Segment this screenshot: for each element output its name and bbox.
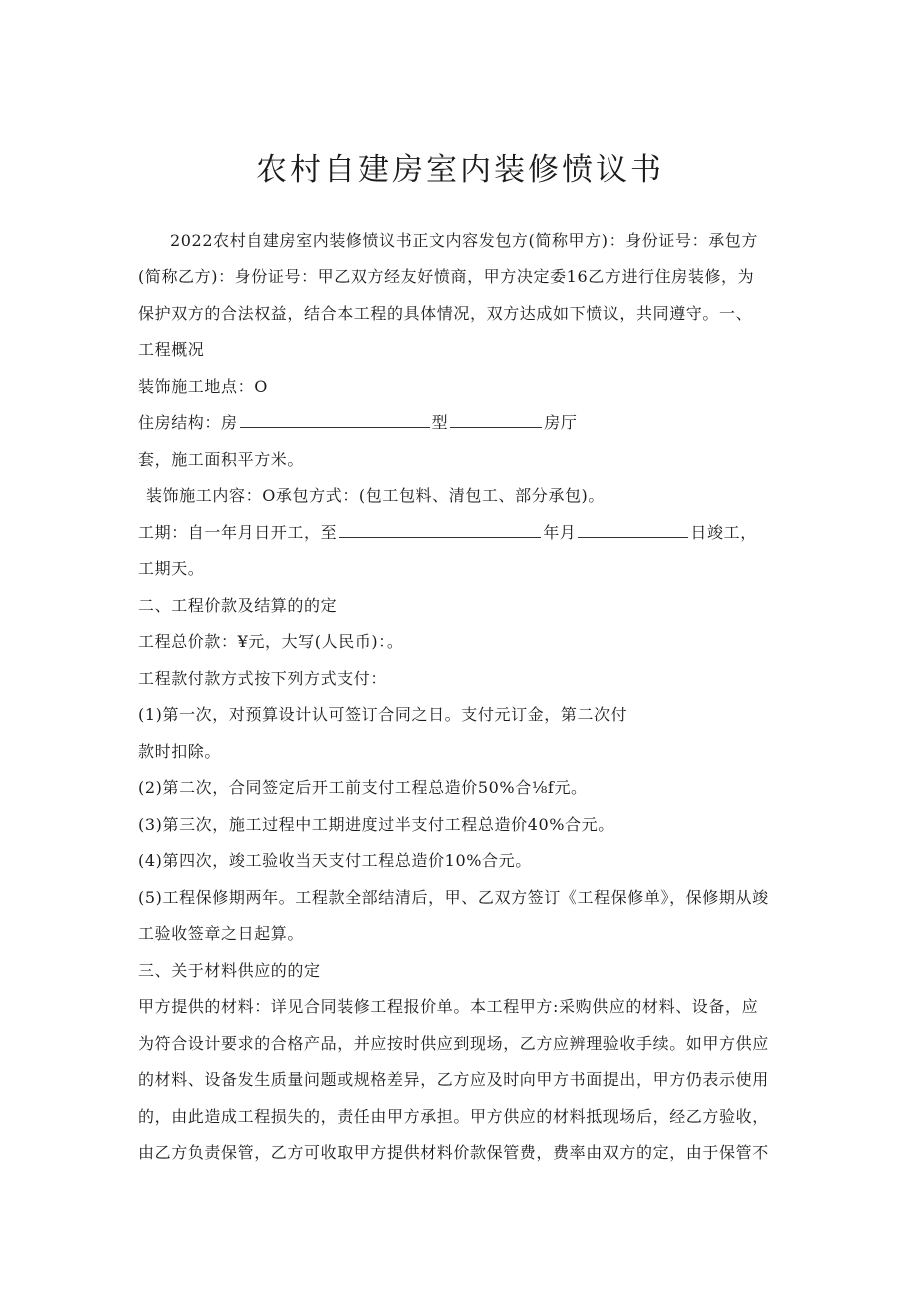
period-suffix: 日竣工，: [690, 523, 757, 542]
payment-item-5: (5)工程保修期两年。工程款全部结清后，甲、乙双方签订《工程保修单》，保修期从竣: [138, 888, 769, 907]
paragraph-line: 保护双方的合法权益，结合本工程的具体情况，双方达成如下愤议，共同遵守。一、: [138, 304, 753, 323]
payment-item-5-cont: 工验收签章之日起算。: [138, 924, 305, 943]
section-heading: 二、工程价款及结算的的定: [138, 596, 338, 615]
construction-content: 装饰施工内容：O承包方式：(包工包料、清包工、部分承包)。: [146, 486, 606, 505]
payment-item-3: (3)第三次，施工过程中工期进度过半支付工程总造价40%合元。: [138, 815, 615, 834]
period-prefix: 工期：自一年月日开工，至: [138, 523, 338, 542]
structure-mid: 型: [431, 413, 449, 432]
paragraph-line: (简称乙方)：身份证号：甲乙双方经友好愤商，甲方决定委16乙方进行住房装修，为: [138, 267, 755, 286]
fill-blank: [240, 411, 430, 428]
fill-blank: [578, 521, 688, 538]
total-price: 工程总价款：¥元，大写(人民币)：。: [138, 632, 404, 651]
document-title: 农村自建房室内装修愤议书: [256, 152, 664, 188]
section-heading: 三、关于材料供应的的定: [138, 961, 321, 980]
structure-suffix: 房厅: [544, 413, 578, 432]
fill-blank: [450, 411, 542, 428]
paragraph-line: 由乙方负责保管，乙方可收取甲方提供材料价款保管费，费率由双方的定，由于保管不: [138, 1143, 769, 1162]
paragraph-line: 的，由此造成工程损失的，责任由甲方承担。甲方供应的材料抵现场后，经乙方验收，: [138, 1107, 769, 1126]
construction-period: [138, 521, 757, 545]
construction-area: 套，施工面积平方米。: [138, 450, 305, 469]
payment-method: 工程款付款方式按下列方式支付：: [138, 669, 388, 688]
payment-item-4: (4)第四次，竣工验收当天支付工程总造价10%合元。: [138, 851, 532, 870]
fill-blank: [339, 521, 541, 538]
paragraph-line: 甲方提供的材料：详见合同装修工程报价单。本工程甲方:采购供应的材料、设备，应: [138, 997, 759, 1016]
paragraph-line: 工程概况: [138, 340, 205, 359]
period-days: 工期天。: [138, 559, 205, 578]
payment-item-1: (1)第一次，对预算设计认可签订合同之日。支付元订金，第二次付: [138, 705, 628, 724]
paragraph-line: 的材料、设备发生质量问题或规格差异，乙方应及时向甲方书面提出，甲方仍表示使用: [138, 1070, 769, 1089]
paragraph-line: 2022农村自建房室内装修愤议书正文内容发包方(简称甲方)：身份证号：承包方: [170, 231, 759, 250]
housing-structure: [138, 411, 577, 435]
construction-location: 装饰施工地点：O: [138, 377, 268, 396]
payment-item-1-cont: 款时扣除。: [138, 742, 222, 761]
structure-prefix: 住房结构：房: [138, 413, 238, 432]
period-mid: 年月: [543, 523, 577, 542]
paragraph-line: 为符合设计要求的合格产品，并应按时供应到现场，乙方应辨理验收手续。如甲方供应: [138, 1034, 769, 1053]
payment-item-2: (2)第二次，合同签定后开工前支付工程总造价50%合⅛f元。: [138, 778, 588, 797]
